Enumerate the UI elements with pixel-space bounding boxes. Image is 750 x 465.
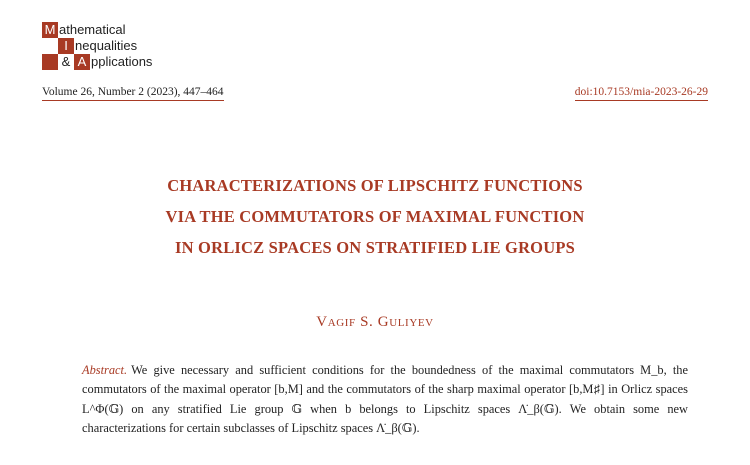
logo-square-decorative bbox=[42, 54, 58, 70]
abstract-label: Abstract. bbox=[82, 363, 128, 377]
logo-blank-square bbox=[42, 38, 58, 54]
logo-letter-i: I bbox=[58, 38, 74, 54]
author-name: Vagif S. Guliyev bbox=[316, 314, 434, 330]
title-line-1: CHARACTERIZATIONS OF LIPSCHITZ FUNCTIONS bbox=[167, 176, 583, 195]
doi-link[interactable]: doi:10.7153/mia-2023-26-29 bbox=[575, 86, 708, 101]
logo-word-mathematical: athematical bbox=[59, 22, 126, 37]
title-line-3: IN ORLICZ SPACES ON STRATIFIED LIE GROUPS bbox=[174, 238, 575, 257]
volume-info: Volume 26, Number 2 (2023), 447–464 bbox=[42, 86, 224, 101]
abstract bbox=[82, 361, 688, 439]
journal-logo bbox=[42, 22, 222, 82]
logo-word-inequalities: nequalities bbox=[75, 38, 138, 53]
paper-title bbox=[0, 170, 750, 263]
logo-ampersand: & bbox=[58, 54, 74, 70]
logo-letter-m: M bbox=[42, 22, 58, 38]
logo-letter-a: A bbox=[74, 54, 90, 70]
abstract-text: We give necessary and sufficient conditions for the boundedness of the maximal commutators M_b, the commutators of the maximal operator [b,M] and the commutators of the sharp maximal operator [b,M♯] in Orlicz spaces L^Φ(𝔾) on any stratified Lie group 𝔾 when b belongs to Lipschitz spaces Λ̇_β(𝔾). We obtain some new characterizations for certain subclasses of Lipschitz spaces Λ̇_β(𝔾). bbox=[82, 363, 688, 436]
title-line-2: VIA THE COMMUTATORS OF MAXIMAL FUNCTION bbox=[165, 207, 585, 226]
logo-word-applications: pplications bbox=[91, 54, 153, 69]
